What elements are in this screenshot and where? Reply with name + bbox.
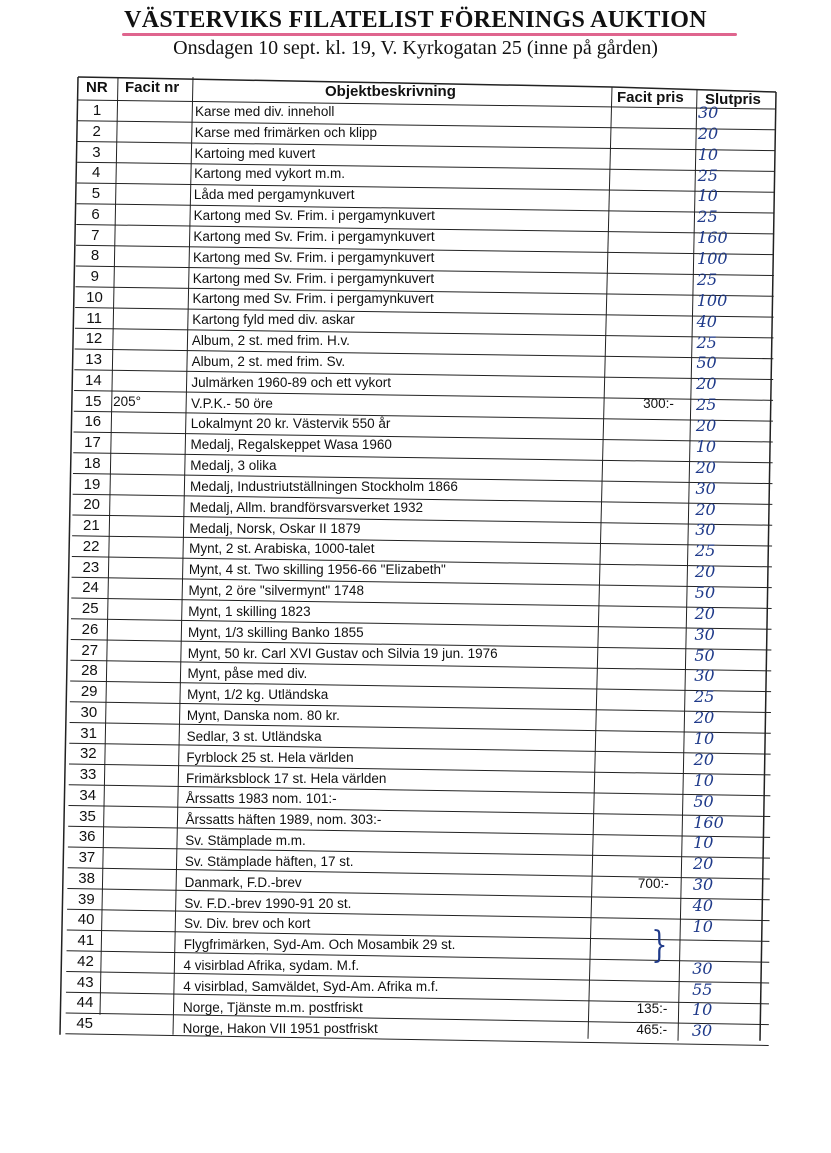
row-divider — [77, 142, 774, 151]
row-description: Mynt, Danska nom. 80 kr. — [186, 708, 340, 724]
row-final-price: 40 — [692, 896, 714, 916]
row-nr: 35 — [79, 807, 96, 825]
row-final-price: 160 — [697, 228, 728, 248]
row-final-price: 20 — [693, 749, 715, 769]
row-nr: 45 — [76, 1015, 94, 1032]
row-description: Mynt, 2 öre "silvermynt" 1748 — [188, 583, 364, 599]
row-description: Årssatts 1983 nom. 101:- — [185, 791, 337, 807]
row-description: Mynt, 50 kr. Carl XVI Gustav och Silvia 19 jun. 1976 — [187, 645, 498, 661]
row-nr: 6 — [91, 205, 100, 223]
row-nr: 11 — [86, 309, 102, 327]
header-description: Objektbeskrivning — [325, 83, 456, 100]
row-description: Mynt, 1 skilling 1823 — [188, 603, 311, 619]
row-description: Flygfrimärken, Syd-Am. Och Mosambik 29 st. — [183, 937, 456, 953]
row-description: Mynt, påse med div. — [187, 666, 308, 682]
row-divider — [75, 349, 774, 359]
row-nr: 13 — [85, 351, 102, 368]
row-final-price: 20 — [693, 708, 715, 728]
row-divider — [71, 619, 772, 630]
row-divider — [78, 121, 775, 130]
row-facit-nr: 205° — [113, 393, 142, 409]
row-final-price: 25 — [694, 687, 715, 707]
row-divider — [67, 909, 769, 920]
row-divider — [70, 660, 771, 671]
row-nr: 1 — [92, 102, 102, 119]
row-facit-price: 465:- — [636, 1022, 668, 1038]
row-final-price: 30 — [698, 103, 719, 122]
row-description: Danmark, F.D.-brev — [184, 874, 302, 890]
header-facit-price: Facit pris — [617, 89, 684, 106]
row-description: Kartong med Sv. Frim. i pergamynkuvert — [192, 291, 434, 307]
row-nr: 31 — [80, 724, 97, 742]
row-final-price: 20 — [694, 603, 715, 623]
row-description: 4 visirblad Afrika, sydam. M.f. — [183, 958, 360, 974]
row-description: Medalj, Allm. brandförsvarsverket 1932 — [189, 499, 424, 515]
row-final-price: 30 — [695, 520, 716, 540]
row-nr: 5 — [91, 185, 101, 202]
row-final-price: 20 — [692, 854, 714, 874]
row-final-price: 10 — [697, 186, 718, 206]
row-divider — [69, 785, 771, 796]
row-final-price: 30 — [694, 624, 715, 644]
row-description: Karse med frimärken och klipp — [194, 124, 378, 140]
row-nr: 28 — [81, 662, 98, 680]
row-description: Kartoing med kuvert — [194, 145, 316, 161]
row-description: Medalj, 3 olika — [190, 458, 277, 474]
row-final-price: 100 — [697, 249, 728, 269]
row-divider — [68, 826, 770, 837]
row-nr: 29 — [80, 683, 98, 700]
row-nr: 4 — [91, 164, 101, 182]
row-final-price: 25 — [696, 332, 717, 352]
row-final-price: 100 — [696, 290, 728, 310]
row-final-price: 20 — [696, 374, 717, 394]
row-description: Norge, Hakon VII 1951 postfriskt — [182, 1020, 378, 1036]
row-divider — [77, 183, 775, 192]
row-final-price: 55 — [692, 979, 713, 999]
row-final-price: 40 — [696, 311, 717, 331]
row-divider — [74, 411, 773, 421]
row-nr: 36 — [78, 828, 96, 846]
row-final-price: 10 — [692, 916, 713, 936]
row-description: Sv. Stämplade häften, 17 st. — [184, 853, 354, 869]
row-divider — [77, 162, 774, 171]
row-final-price: 25 — [696, 395, 717, 415]
row-description: 4 visirblad, Samväldet, Syd-Am. Afrika m.f. — [183, 978, 439, 994]
row-nr: 23 — [82, 558, 100, 576]
row-final-price: 25 — [696, 269, 718, 289]
row-final-price: 10 — [697, 144, 719, 164]
row-divider — [75, 308, 773, 318]
row-nr: 37 — [78, 849, 96, 866]
row-nr: 34 — [79, 786, 97, 804]
row-nr: 22 — [82, 537, 100, 555]
row-description: Sv. Stämplade m.m. — [185, 833, 306, 849]
row-final-price: 30 — [692, 875, 714, 895]
row-nr: 33 — [79, 766, 97, 783]
row-nr: 40 — [77, 911, 95, 929]
row-final-price: 20 — [695, 457, 716, 477]
row-description: Kartong fyld med div. askar — [192, 312, 355, 328]
row-facit-price: 135:- — [636, 1001, 668, 1017]
row-divider — [75, 328, 774, 338]
row-nr: 14 — [85, 371, 102, 389]
row-description: Mynt, 1/2 kg. Utländska — [187, 687, 329, 703]
row-final-price: 30 — [692, 958, 713, 978]
row-description: Mynt, 4 st. Two skilling 1956-66 "Elizabeth" — [188, 562, 446, 578]
row-final-price: 50 — [693, 791, 714, 811]
row-final-price: 20 — [695, 416, 717, 436]
row-description: Kartong med Sv. Frim. i pergamynkuvert — [193, 208, 435, 224]
row-description: Medalj, Regalskeppet Wasa 1960 — [190, 437, 392, 453]
row-final-price: 25 — [697, 165, 718, 185]
row-nr: 8 — [90, 247, 100, 265]
row-description: Årssatts häften 1989, nom. 303:- — [185, 812, 382, 828]
row-description: Kartong med Sv. Frim. i pergamynkuvert — [193, 228, 435, 244]
row-facit-price: 700:- — [637, 876, 669, 892]
header-nr: NR — [86, 79, 108, 96]
row-description: Album, 2 st. med frim. Sv. — [191, 353, 346, 369]
row-nr: 42 — [77, 952, 94, 970]
row-nr: 17 — [84, 434, 101, 451]
row-final-price: 50 — [694, 583, 716, 602]
row-nr: 3 — [92, 143, 101, 161]
row-final-price: 25 — [695, 541, 716, 561]
row-divider — [69, 764, 770, 775]
row-final-price: 30 — [694, 666, 715, 686]
row-nr: 20 — [83, 496, 101, 514]
handwritten-brace: } — [651, 925, 668, 966]
row-description: Kartong med Sv. Frim. i pergamynkuvert — [192, 270, 435, 286]
row-description: Sv. F.D.-brev 1990-91 20 st. — [184, 895, 352, 911]
row-nr: 43 — [76, 973, 94, 991]
row-description: Sedlar, 3 st. Utländska — [186, 728, 322, 744]
row-nr: 44 — [76, 994, 94, 1012]
row-divider — [71, 598, 771, 608]
row-nr: 25 — [81, 600, 99, 617]
row-final-price: 20 — [694, 562, 716, 582]
row-description: Kartong med vykort m.m. — [194, 166, 345, 182]
row-final-price: 160 — [693, 812, 724, 832]
row-final-price: 10 — [691, 1000, 713, 1020]
row-final-price: 10 — [693, 770, 714, 790]
row-divider — [74, 432, 773, 442]
row-nr: 27 — [81, 641, 99, 659]
row-final-price: 25 — [697, 207, 718, 227]
row-nr: 15 — [84, 392, 102, 410]
row-nr: 26 — [81, 620, 99, 638]
row-nr: 18 — [83, 454, 101, 472]
row-description: V.P.K.- 50 öre — [191, 395, 273, 411]
row-description: Kartong med Sv. Frim. i pergamynkuvert — [193, 249, 435, 265]
row-divider — [69, 743, 770, 754]
row-description: Lokalmynt 20 kr. Västervik 550 år — [190, 416, 391, 432]
row-divider — [68, 806, 770, 817]
row-description: Sv. Div. brev och kort — [184, 916, 311, 932]
row-description: Karse med div. inneholl — [195, 104, 335, 119]
col-line-description — [588, 87, 612, 1039]
row-nr: 12 — [85, 330, 103, 348]
row-final-price: 20 — [697, 123, 719, 143]
row-facit-price: 300:- — [643, 396, 674, 412]
row-final-price: 20 — [695, 499, 716, 519]
row-final-price: 50 — [696, 353, 717, 373]
row-final-price: 10 — [693, 729, 715, 749]
row-nr: 19 — [83, 475, 101, 493]
row-nr: 10 — [86, 288, 103, 306]
document-title: VÄSTERVIKS FILATELIST FÖRENINGS AUKTION — [124, 7, 707, 33]
row-divider — [72, 577, 772, 587]
row-divider — [74, 370, 773, 380]
row-description: Medalj, Norsk, Oskar II 1879 — [189, 520, 361, 536]
row-nr: 21 — [83, 517, 100, 534]
row-description: Medalj, Industriutställningen Stockholm 1866 — [189, 478, 458, 494]
row-final-price: 50 — [694, 645, 715, 665]
row-divider — [73, 453, 772, 463]
row-description: Album, 2 st. med frim. H.v. — [191, 333, 350, 349]
row-nr: 9 — [90, 268, 99, 285]
row-final-price: 30 — [695, 478, 716, 498]
row-nr: 24 — [82, 579, 99, 597]
row-description: Fyrblock 25 st. Hela världen — [186, 749, 354, 765]
row-description: Mynt, 2 st. Arabiska, 1000-talet — [189, 541, 375, 557]
row-description: Mynt, 1/3 skilling Banko 1855 — [188, 624, 364, 640]
row-description: Låda med pergamynkuvert — [193, 187, 355, 203]
row-description: Frimärksblock 17 st. Hela världen — [186, 770, 387, 786]
row-nr: 41 — [77, 932, 95, 949]
document-subtitle: Onsdagen 10 sept. kl. 19, V. Kyrkogatan 25 (inne på gården) — [173, 37, 658, 59]
row-divider — [68, 847, 770, 858]
row-nr: 30 — [80, 703, 98, 721]
row-divider — [72, 515, 772, 525]
row-nr: 38 — [78, 869, 95, 887]
row-divider — [70, 723, 771, 734]
row-nr: 7 — [91, 226, 100, 244]
row-final-price: 10 — [693, 833, 714, 853]
row-final-price: 30 — [691, 1021, 713, 1041]
row-final-price: 10 — [695, 436, 717, 456]
row-description: Julmärken 1960-89 och ett vykort — [191, 374, 391, 390]
row-nr: 32 — [79, 745, 97, 763]
row-nr: 16 — [84, 413, 102, 431]
row-divider — [72, 536, 772, 546]
row-nr: 2 — [92, 122, 101, 140]
header-final-price: Slutpris — [705, 91, 761, 108]
row-nr: 39 — [78, 890, 95, 908]
row-description: Norge, Tjänste m.m. postfriskt — [182, 999, 363, 1015]
row-divider — [70, 702, 771, 713]
header-facit-nr: Facit nr — [125, 79, 180, 96]
row-divider — [70, 681, 771, 692]
